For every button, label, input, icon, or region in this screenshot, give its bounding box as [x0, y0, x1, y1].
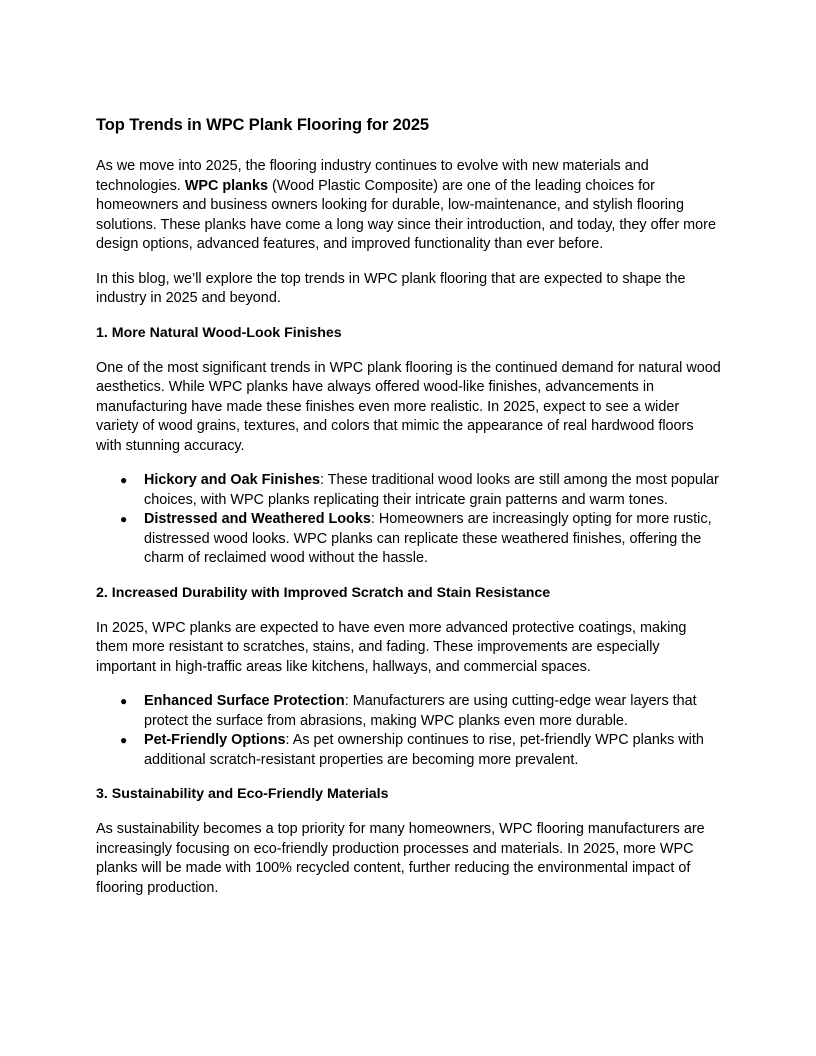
list-item-text: : Homeowners are increasingly opting for more rustic, distressed wood looks. WPC planks can replicate these weathered finishes, offering the charm of reclaimed wood without the hassle. [144, 511, 712, 566]
bullet-icon: ● [120, 733, 128, 747]
bullet-icon: ● [120, 512, 128, 526]
bullet-icon: ● [120, 473, 128, 487]
list-item [96, 731, 722, 770]
page-title: Top Trends in WPC Plank Flooring for 2025 [96, 116, 429, 134]
section-body-1: One of the most significant trends in WPC plank flooring is the continued demand for natural wood aesthetics. While WPC planks have always offered wood-like finishes, advancements in manufacturing have made these finishes even more realistic. In 2025, expect to see a wider variety of wood grains, textures, and colors that mimic the appearance of real hardwood floors with stunning accuracy. [96, 359, 721, 454]
list-item-text: : These traditional wood looks are still among the most popular choices, with WPC planks replicating their intricate grain patterns and warm tones. [144, 472, 719, 508]
document-page [96, 114, 722, 913]
list-item-text: : As pet ownership continues to rise, pet-friendly WPC planks with additional scratch-resistant properties are becoming more prevalent. [144, 732, 704, 768]
section-heading-2: 2. Increased Durability with Improved Scratch and Stain Resistance [96, 584, 551, 601]
intro-bold-term: WPC planks [184, 177, 268, 194]
bullet-list-2 [96, 692, 722, 770]
list-item-term: Pet-Friendly Options [144, 732, 286, 748]
list-item [96, 510, 722, 569]
section-heading-1: 1. More Natural Wood-Look Finishes [96, 324, 342, 341]
intro-paragraph-2: In this blog, we’ll explore the top trends in WPC plank flooring that are expected to shape the industry in 2025 and beyond. [96, 270, 686, 306]
section-body-2: In 2025, WPC planks are expected to have even more advanced protective coatings, making them more resistant to scratches, stains, and fading. These improvements are especially important in high-traffic areas like kitchens, hallways, and commercial spaces. [96, 619, 687, 675]
list-item-term: Hickory and Oak Finishes [144, 472, 320, 488]
list-item [96, 692, 722, 731]
intro-text-after: (Wood Plastic Composite) are one of the leading choices for homeowners and business owners looking for durable, low-maintenance, and stylish flooring solutions. These planks have come a long way since their introduction, and today, they offer more design options, advanced features, and improved functionality than ever before. [96, 177, 716, 252]
bullet-list-1 [96, 471, 722, 569]
list-item-term: Enhanced Surface Protection [144, 693, 345, 709]
section-body-3: As sustainability becomes a top priority for many homeowners, WPC flooring manufacturers are increasingly focusing on eco-friendly production processes and materials. In 2025, more WPC planks will be made with 100% recycled content, further reducing the environmental impact of flooring production. [96, 821, 705, 896]
list-item [96, 471, 722, 510]
list-item-term: Distressed and Weathered Looks [144, 511, 371, 527]
bullet-icon: ● [120, 694, 128, 708]
intro-text-before: As we move into 2025, the flooring industry continues to evolve with new materials and technologies. [96, 158, 649, 194]
section-heading-3: 3. Sustainability and Eco-Friendly Materials [96, 786, 389, 802]
list-item-text: : Manufacturers are using cutting-edge wear layers that protect the surface from abrasions, making WPC planks even more durable. [144, 693, 697, 729]
intro-paragraph [96, 157, 722, 255]
